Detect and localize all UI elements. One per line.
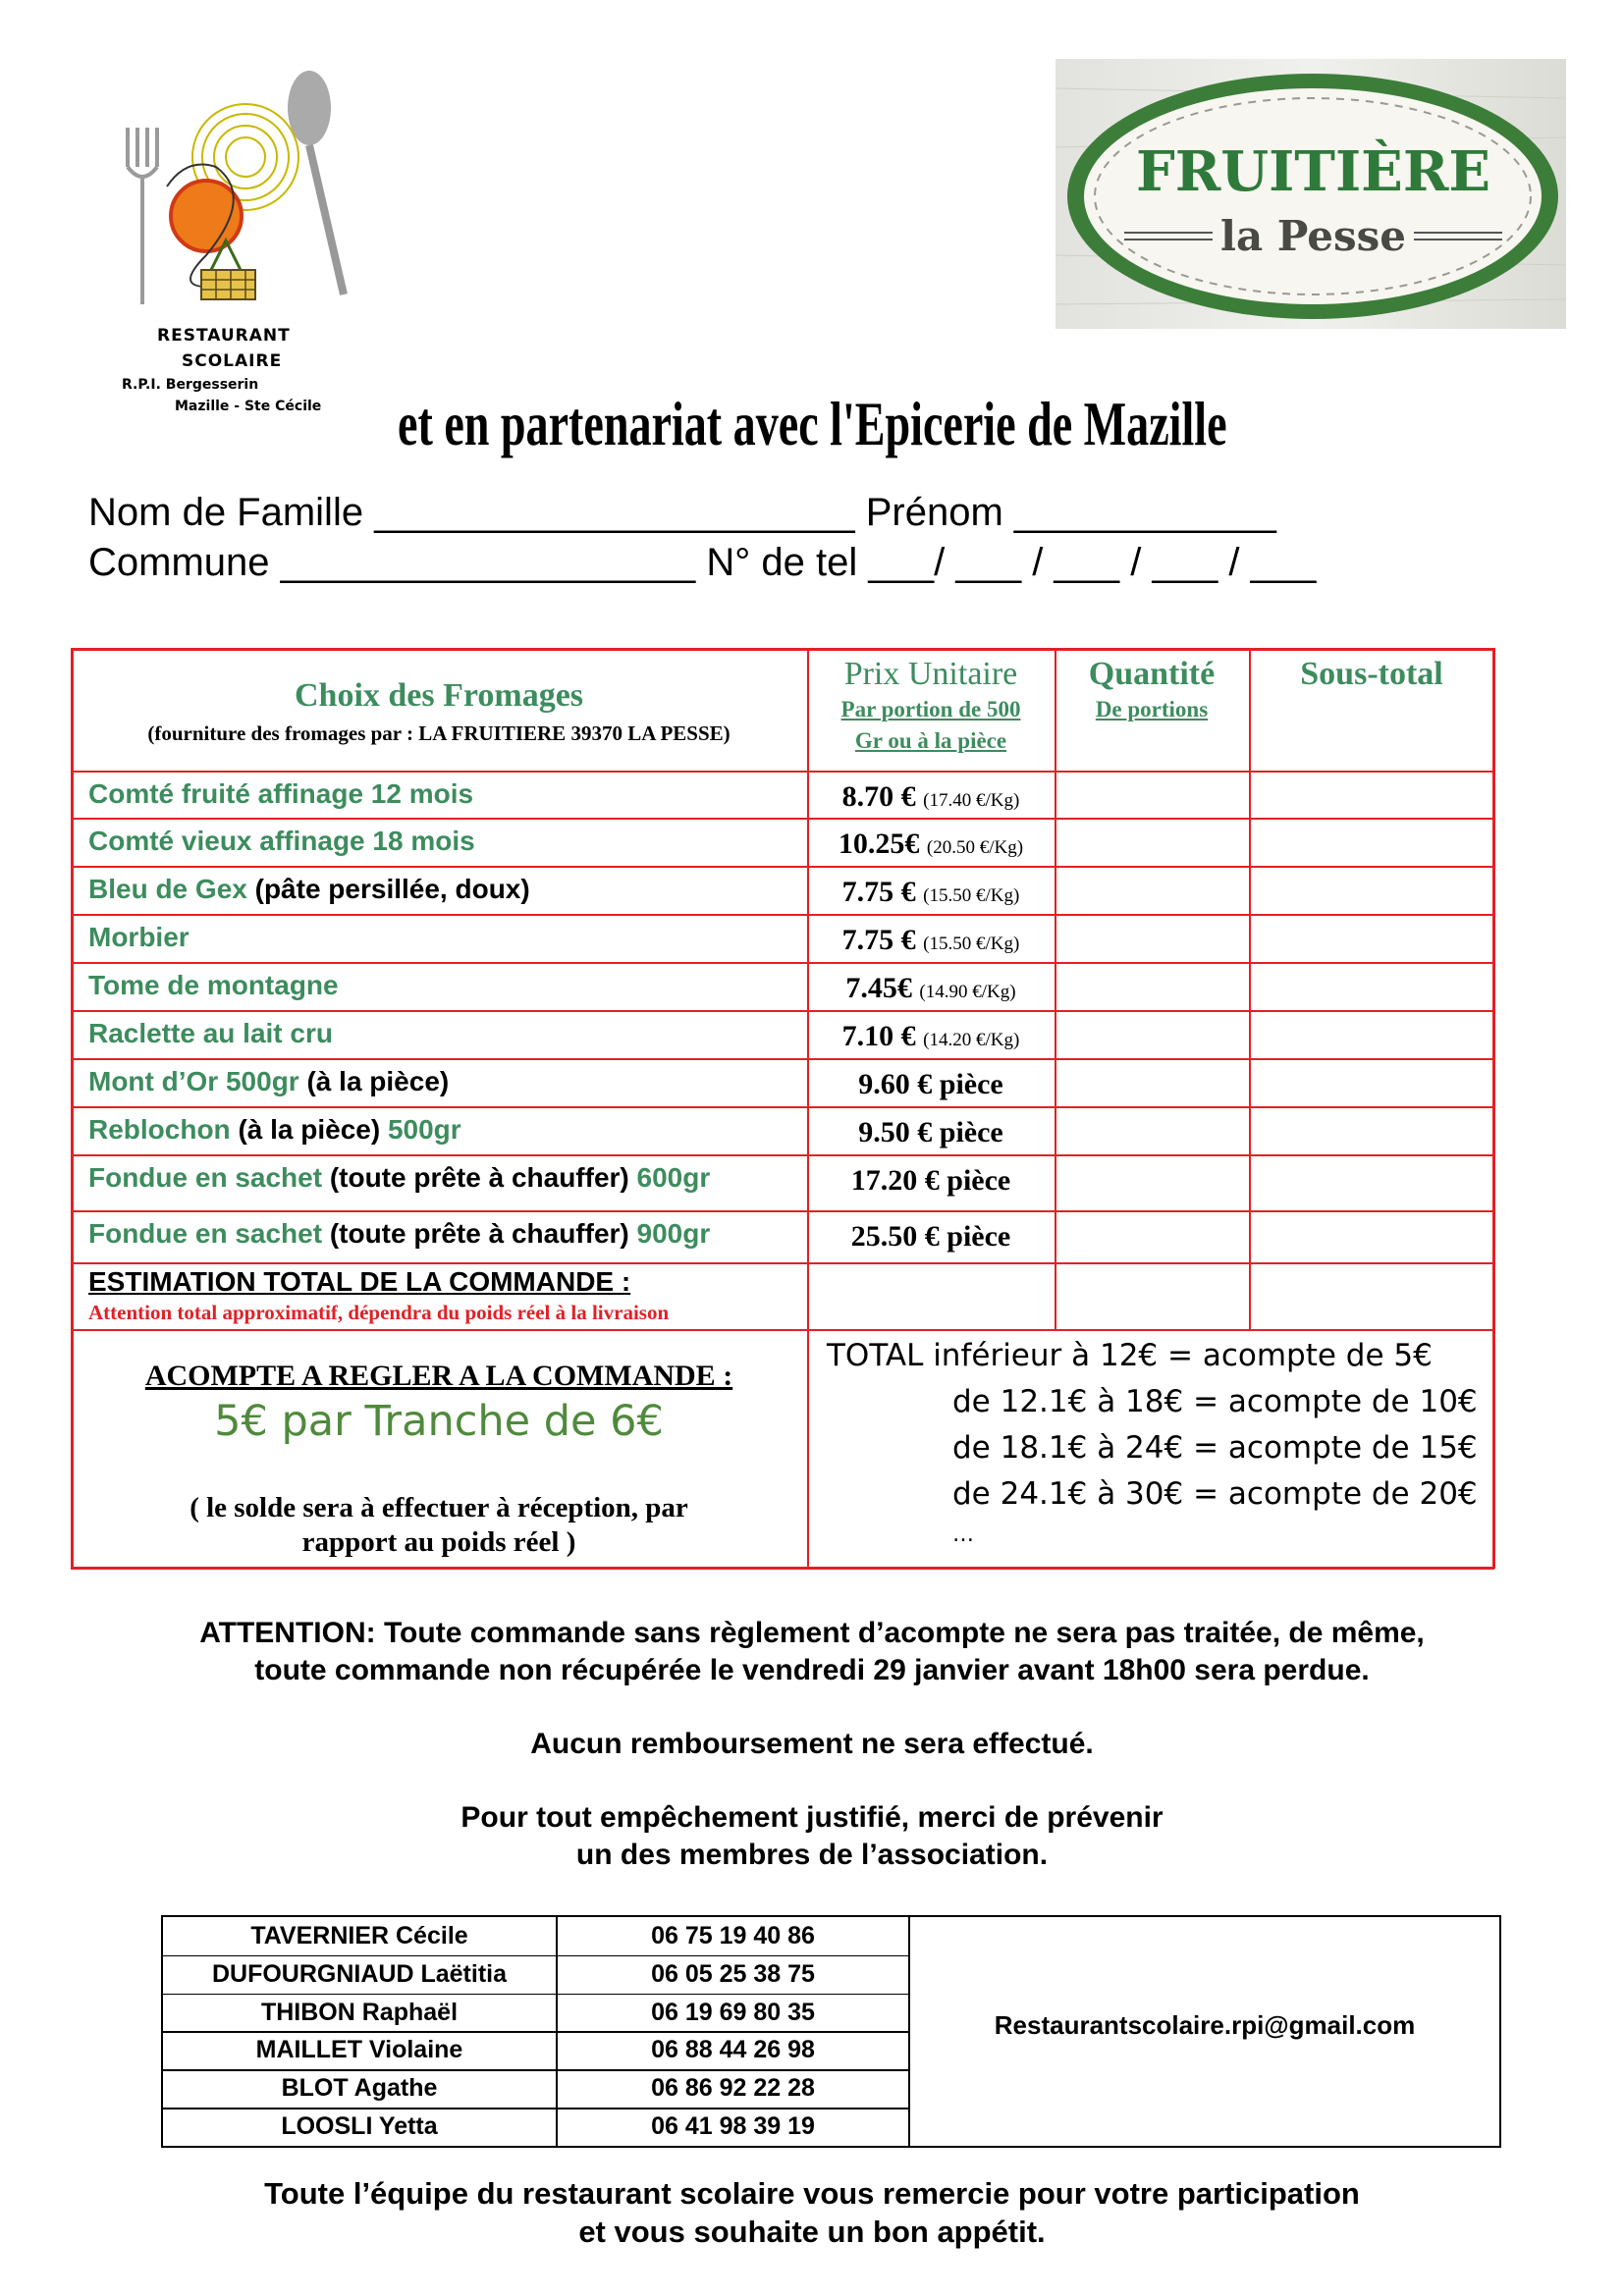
subtotal-cell[interactable] — [1251, 964, 1492, 1008]
product-name-green: Tome de montagne — [88, 970, 339, 1000]
product-name-green: Mont d’Or 500gr — [88, 1066, 299, 1096]
attention-block — [0, 1615, 1624, 1874]
price-value: 7.75 € — [841, 924, 916, 956]
contact-name: THIBON Raphaël — [260, 1998, 459, 2026]
contact-row — [163, 2069, 909, 2108]
product-name — [88, 1218, 710, 1250]
acompte-tier: de 24.1€ à 30€ = acompte de 20€ — [952, 1476, 1478, 1512]
subtotal-cell[interactable] — [1251, 916, 1492, 960]
contact-phone[interactable]: 06 19 69 80 35 — [651, 1998, 815, 2026]
product-name — [88, 1162, 710, 1194]
contact-name: TAVERNIER Cécile — [250, 1922, 468, 1949]
subtotal-cell[interactable] — [1251, 1012, 1492, 1056]
acompte-rate: 5€ par Tranche de 6€ — [214, 1397, 664, 1446]
price-per-kg: (14.20 €/Kg) — [923, 1030, 1020, 1050]
table-row-border — [71, 1567, 1494, 1570]
price-value: 7.45€ — [845, 972, 912, 1004]
product-weight: 900gr — [628, 1218, 711, 1249]
price-value: 7.75 € — [841, 876, 916, 908]
unit-price — [807, 1164, 1055, 1198]
product-name — [88, 922, 189, 953]
product-weight: 500gr — [380, 1114, 461, 1145]
product-name — [88, 1018, 333, 1049]
product-name-green: Raclette au lait cru — [88, 1018, 333, 1048]
acompte-tier: de 12.1€ à 18€ = acompte de 10€ — [952, 1384, 1478, 1419]
contact-row — [163, 2031, 909, 2069]
estimation-note: Attention total approximatif, dépendra du poids réel à la livraison — [88, 1301, 670, 1324]
footer-line-2: et vous souhaite un bon appétit. — [578, 2215, 1046, 2249]
price-value: 9.60 € pièce — [858, 1068, 1003, 1100]
product-name-green: Fondue en sachet — [88, 1218, 323, 1249]
contact-name: DUFOURGNIAUD Laëtitia — [211, 1959, 507, 1988]
unit-price — [807, 1020, 1055, 1053]
subtotal-cell[interactable] — [1251, 1212, 1492, 1260]
estimation-title: ESTIMATION TOTAL DE LA COMMANDE : — [88, 1266, 631, 1297]
product-name-green: Comté vieux affinage 18 mois — [88, 826, 475, 856]
price-subtitle-1: Par portion de 500 — [840, 697, 1021, 721]
price-value: 9.50 € pièce — [858, 1116, 1003, 1148]
product-name-green: Morbier — [88, 922, 189, 952]
contact-phone[interactable]: 06 05 25 38 75 — [651, 1959, 815, 1988]
logo-line-3: R.P.I. Bergesserin — [122, 377, 259, 393]
contact-phone[interactable]: 06 41 98 39 19 — [651, 2112, 815, 2140]
quantity-cell[interactable] — [1056, 916, 1247, 960]
unit-price — [807, 924, 1055, 957]
subtotal-cell[interactable] — [1251, 1156, 1492, 1208]
refund-notice: Aucun remboursement ne sera effectué. — [530, 1728, 1094, 1760]
contact-phone[interactable]: 06 88 44 26 98 — [651, 2036, 815, 2064]
prevent-line-1: Pour tout empêchement justifié, merci de prévenir — [460, 1801, 1164, 1834]
commune-phone-field[interactable]: Commune ___________________ N° de tel ___/ ___ / ___ / ___ / ___ — [88, 541, 1317, 584]
table-row-border — [71, 1329, 1494, 1331]
subtotal-title: Sous-total — [1300, 656, 1443, 692]
family-name-field[interactable]: Nom de Famille ______________________ Prénom ____________ — [88, 491, 1276, 534]
price-subtitle-2: Gr ou à la pièce — [854, 728, 1007, 753]
contacts-table — [161, 1915, 1501, 2148]
partnership-tagline: et en partenariat avec l'Epicerie de Mazille — [398, 389, 1227, 458]
product-name — [88, 1066, 449, 1097]
quantity-cell[interactable] — [1056, 1108, 1247, 1152]
footer-line-1: Toute l’équipe du restaurant scolaire vous remercie pour votre participation — [264, 2176, 1360, 2211]
price-per-kg: (17.40 €/Kg) — [923, 790, 1020, 811]
subtotal-cell[interactable] — [1251, 1108, 1492, 1152]
association-email[interactable]: Restaurantscolaire.rpi@gmail.com — [994, 2010, 1416, 2040]
acompte-tier: … — [952, 1522, 974, 1547]
cutlery-plate-icon — [108, 69, 363, 324]
estimation-total-cell[interactable] — [1251, 1268, 1492, 1329]
choice-subtitle: (fourniture des fromages par : LA FRUITIERE 39370 LA PESSE) — [147, 721, 731, 745]
quantity-cell[interactable] — [1056, 1012, 1247, 1056]
subtotal-cell[interactable] — [1251, 1060, 1492, 1104]
logo-line-4: Mazille - Ste Cécile — [175, 399, 322, 414]
cheese-order-table — [71, 648, 1494, 1569]
unit-price — [807, 1068, 1055, 1101]
quantity-cell[interactable] — [1056, 820, 1247, 864]
product-weight: 600gr — [628, 1162, 711, 1193]
logo-line-1: RESTAURANT — [157, 326, 291, 346]
price-per-kg: (15.50 €/Kg) — [923, 885, 1020, 906]
fruitiere-sub: la Pesse — [1220, 212, 1406, 260]
choice-title: Choix des Fromages — [294, 677, 584, 714]
acompte-tier: TOTAL inférieur à 12€ = acompte de 5€ — [827, 1338, 1433, 1373]
acompte-tier: de 18.1€ à 24€ = acompte de 15€ — [952, 1430, 1478, 1466]
estimation-quantity-cell[interactable] — [1056, 1268, 1247, 1329]
table-column-border — [1492, 648, 1495, 1569]
unit-price — [807, 876, 1055, 909]
acompte-note-2: rapport au poids réel ) — [301, 1526, 576, 1558]
product-name-green: Bleu de Gex — [88, 874, 247, 904]
unit-price — [807, 828, 1055, 861]
subtotal-cell[interactable] — [1251, 868, 1492, 912]
quantity-title: Quantité — [1088, 656, 1216, 692]
table-row-border — [71, 648, 1494, 651]
prevent-line-2: un des membres de l’association. — [575, 1839, 1049, 1871]
contact-phone[interactable]: 06 75 19 40 86 — [651, 1922, 815, 1949]
contact-row — [163, 1917, 909, 1955]
product-name — [88, 874, 530, 905]
table-row-border — [71, 1262, 1494, 1264]
contact-name: MAILLET Violaine — [255, 2036, 463, 2064]
price-title: Prix Unitaire — [843, 656, 1018, 692]
logo-line-2: SCOLAIRE — [182, 351, 283, 371]
price-per-kg: (20.50 €/Kg) — [926, 837, 1024, 858]
contact-phone[interactable]: 06 86 92 22 28 — [651, 2074, 815, 2103]
quantity-cell[interactable] — [1056, 964, 1247, 1008]
contact-row — [163, 1994, 909, 2032]
attention-line-2: toute commande non récupérée le vendredi 29 janvier avant 18h00 sera perdue. — [254, 1654, 1370, 1686]
unit-price — [807, 972, 1055, 1005]
price-value: 8.70 € — [841, 780, 916, 813]
product-name — [88, 970, 339, 1001]
attention-line-1: ATTENTION: Toute commande sans règlement d’acompte ne sera pas traitée, de même, — [199, 1617, 1425, 1649]
quantity-cell[interactable] — [1056, 773, 1247, 816]
price-value: 25.50 € pièce — [850, 1220, 1011, 1253]
product-name — [88, 1114, 461, 1146]
unit-price — [807, 1220, 1055, 1254]
price-value: 10.25€ — [838, 828, 920, 860]
unit-price — [807, 780, 1055, 814]
quantity-cell[interactable] — [1056, 1156, 1247, 1208]
quantity-cell[interactable] — [1056, 1060, 1247, 1104]
unit-price — [807, 1116, 1055, 1149]
product-name-detail: (à la pièce) — [230, 1114, 381, 1145]
product-name-detail: (toute prête à chauffer) — [322, 1218, 629, 1249]
subtotal-cell[interactable] — [1251, 820, 1492, 864]
subtotal-cell[interactable] — [1251, 773, 1492, 816]
contact-row — [163, 1955, 909, 1994]
product-name-green: Reblochon — [88, 1114, 231, 1145]
product-name-detail: (pâte persillée, doux) — [246, 874, 530, 904]
product-name-green: Comté fruité affinage 12 mois — [88, 778, 474, 809]
quantity-cell[interactable] — [1056, 1212, 1247, 1260]
product-name — [88, 826, 475, 857]
contact-name: BLOT Agathe — [281, 2074, 438, 2103]
product-name-green: Fondue en sachet — [88, 1162, 323, 1193]
product-name — [88, 778, 473, 810]
product-name-detail: (toute prête à chauffer) — [322, 1162, 629, 1193]
fruitiere-logo — [1056, 59, 1566, 329]
price-per-kg: (15.50 €/Kg) — [923, 934, 1020, 954]
product-name-detail: (à la pièce) — [298, 1066, 450, 1096]
fruitiere-brand: FRUITIÈRE — [1135, 139, 1491, 204]
contact-name: LOOSLI Yetta — [281, 2112, 438, 2140]
acompte-note-1: ( le solde sera à effectuer à réception, par — [189, 1492, 688, 1523]
quantity-subtitle: De portions — [1095, 697, 1209, 721]
price-value: 17.20 € pièce — [850, 1164, 1011, 1197]
restaurant-logo — [108, 69, 363, 432]
quantity-cell[interactable] — [1056, 868, 1247, 912]
acompte-title: ACOMPTE A REGLER A LA COMMANDE : — [144, 1360, 733, 1392]
thanks-footer — [0, 2174, 1624, 2251]
contact-row — [163, 2108, 909, 2146]
price-value: 7.10 € — [841, 1020, 916, 1052]
price-per-kg: (14.90 €/Kg) — [919, 982, 1016, 1002]
